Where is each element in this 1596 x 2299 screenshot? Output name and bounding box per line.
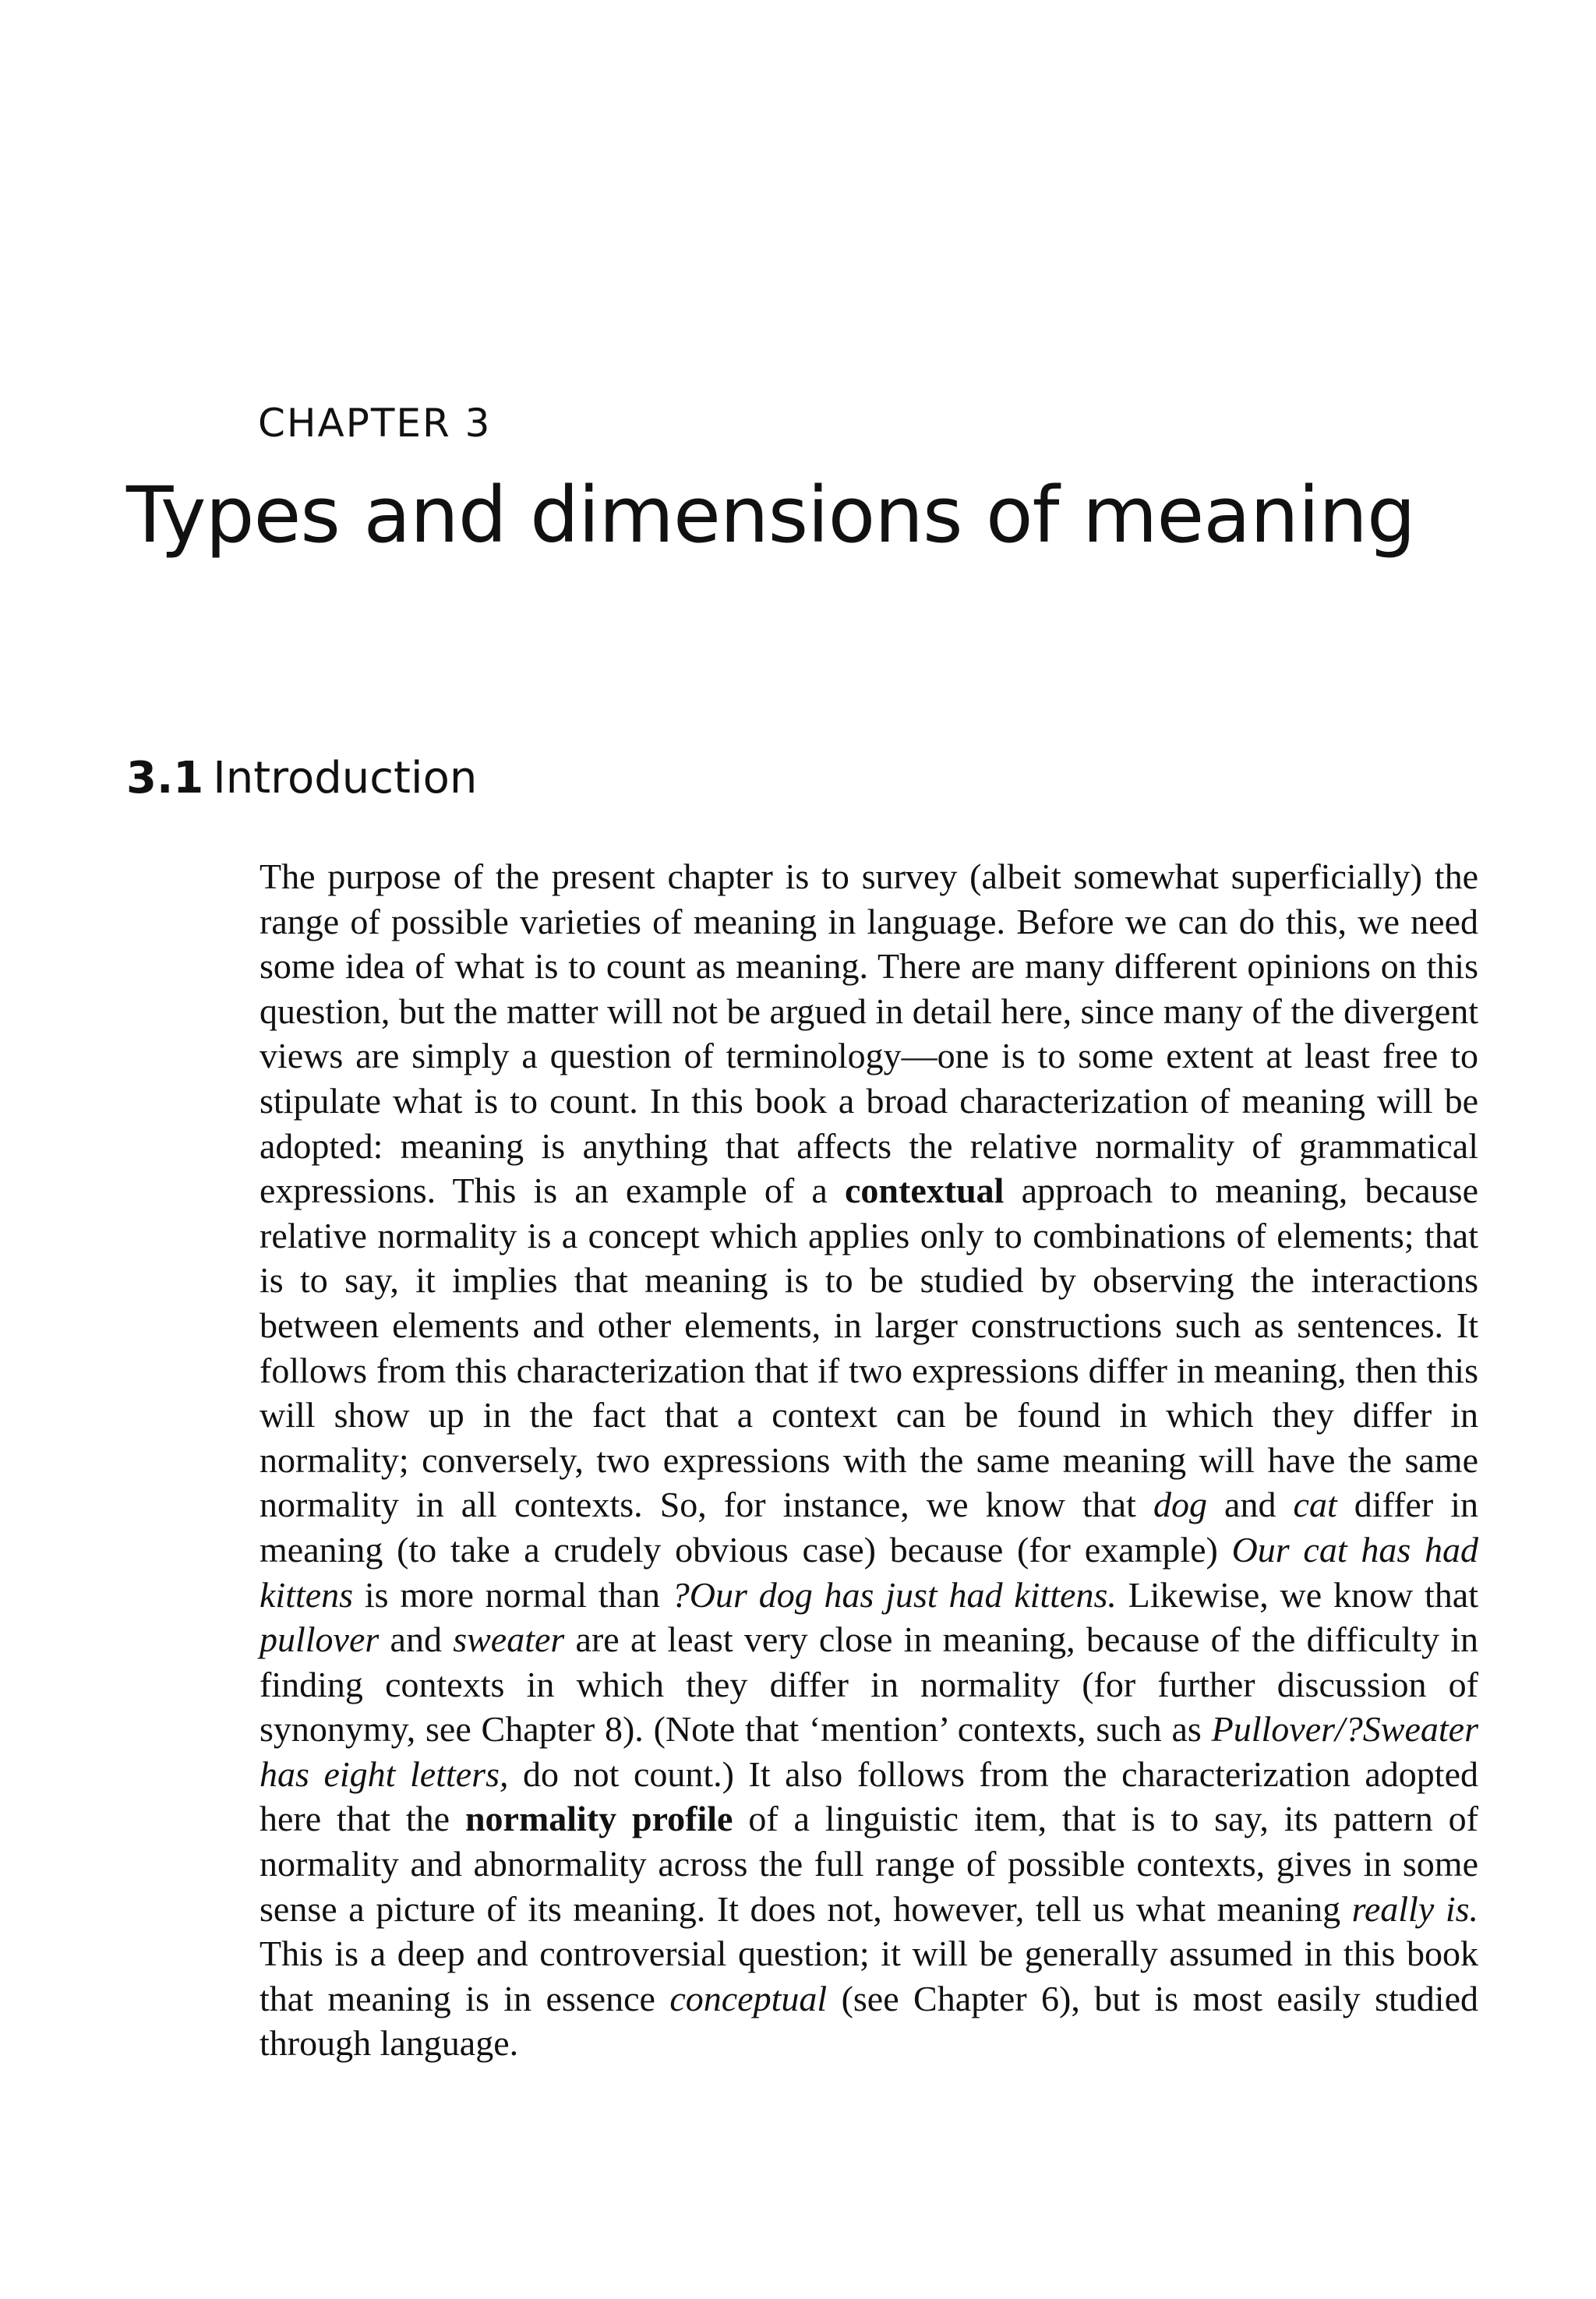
section-title: Introduction (213, 753, 478, 803)
italic-example: sweater (453, 1619, 565, 1660)
chapter-label: CHAPTER 3 (258, 401, 492, 446)
section-number: 3.1 (126, 753, 204, 803)
italic-example: really is. (1351, 1888, 1478, 1929)
text-run: and (1206, 1485, 1294, 1525)
chapter-title: Types and dimensions of meaning (126, 471, 1415, 560)
text-run: Likewise, we know that (1116, 1574, 1478, 1615)
italic-example: Pullover/?Sweater has eight letters, (260, 1709, 1478, 1794)
text-run: The purpose of the present chapter is to survey (albeit somewhat superficially) the range of possible varieties of meaning in language. Before we can do this, we need some idea of what is to count as meaning. There are many different opinions on this question, but the matter will not be argued in detail here, since many of the divergent views are simply a question of terminology—one is to some extent at least free to stipulate what is to count. In this book a broad characterization of meaning will be adopted: meaning is anything that affects the relative normality of grammatical expressions. This is an example of a (260, 856, 1478, 1211)
text-run: of a linguistic item, that is to say, its pattern of normality and abnormality across the full range of possible contexts, gives in some sense a picture of its meaning. It does not, however, tell us what meaning (260, 1799, 1478, 1929)
section-heading (126, 754, 477, 803)
key-term: contextual (845, 1171, 1005, 1211)
italic-example: dog (1153, 1485, 1207, 1525)
text-run: are at least very close in meaning, because of the difficulty in finding contexts in which they differ in normality (for further discussion of synonymy, see Chapter 8). (Note that ‘mention’ contexts, such as (260, 1619, 1478, 1750)
text-run: do not count.) It also follows from the characterization adopted here that the (260, 1753, 1478, 1839)
text-run: approach to meaning, because relative normality is a concept which applies only to combinations of elements; that is to say, it implies that meaning is to be studied by observing the interactions between elements and other elements, in larger constructions such as sentences. It follows from this characterization that if two expressions differ in meaning, then this will show up in the fact that a context can be found in which they differ in normality; conversely, two expressions with the same meaning will have the same normality in all contexts. So, for instance, we know that (260, 1171, 1478, 1525)
text-run: This is a deep and controversial question; it will be generally assumed in this book that meaning is in essence (260, 1933, 1478, 2018)
text-run: and (379, 1619, 454, 1660)
italic-example: conceptual (669, 1978, 828, 2018)
italic-example: Our cat has had kittens (260, 1529, 1478, 1615)
text-run: is more normal than (353, 1574, 672, 1615)
italic-example: pullover (260, 1619, 380, 1660)
key-term: normality profile (464, 1799, 733, 1839)
text-run: (see Chapter 6), but is most easily studied through language. (260, 1978, 1478, 2064)
italic-example: cat (1293, 1485, 1337, 1525)
italic-example: ?Our dog has just had kittens. (671, 1574, 1117, 1615)
text-run: differ in meaning (to take a crudely obvious case) because (for example) (260, 1485, 1478, 1570)
body-paragraph (260, 854, 1478, 2066)
